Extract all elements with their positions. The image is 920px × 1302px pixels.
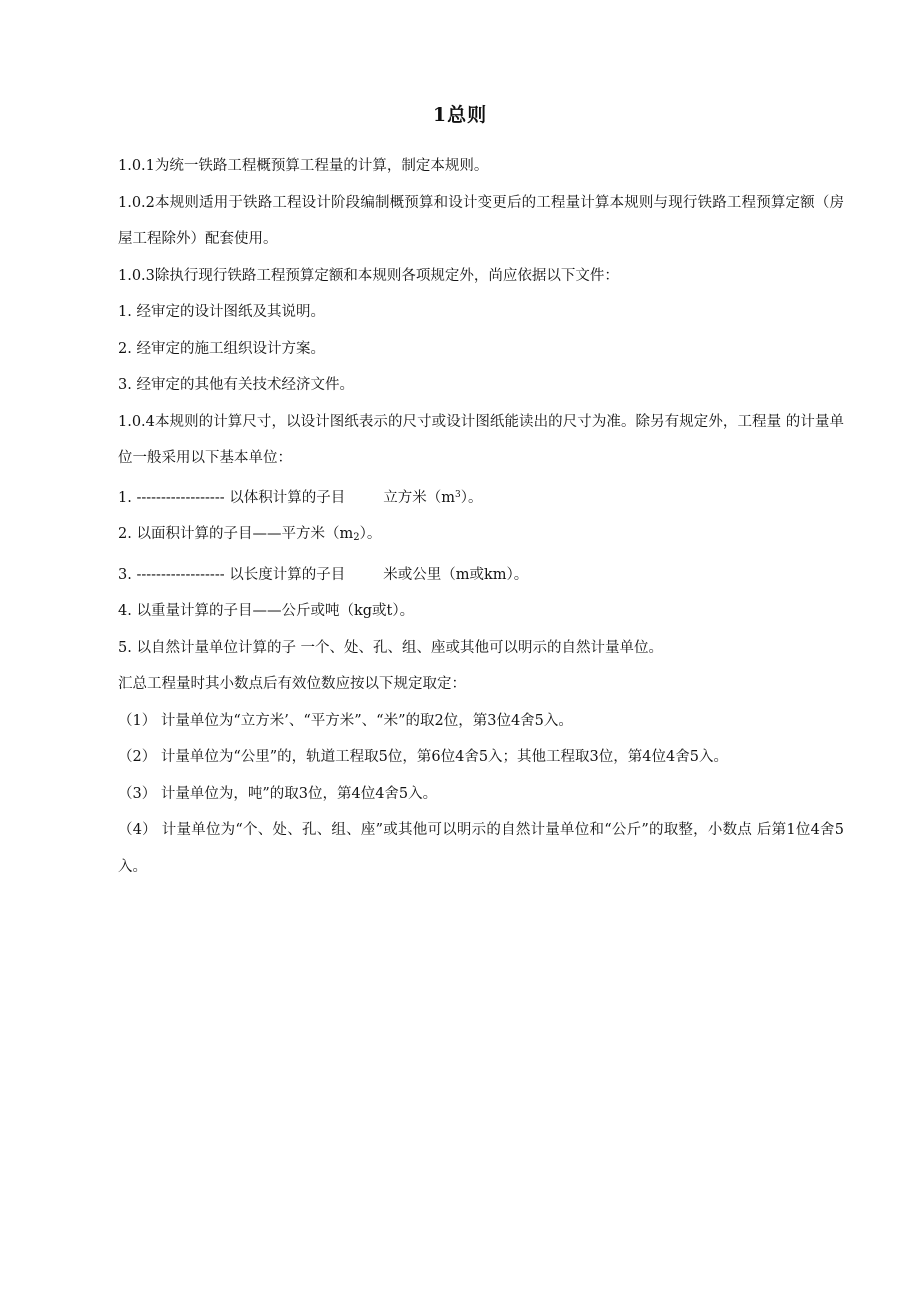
unit-item-3 (88, 557, 844, 594)
file-item-3: 3. 经审定的其他有关技术经济文件。 (118, 377, 354, 393)
unit-item-5: 5. 以自然计量单位计算的子 一个、处、孔、组、座或其他可以明示的自然计量单位。 (118, 639, 664, 656)
page-title: 1总则 (432, 104, 488, 126)
rule-item-3: （3） 计量单位为，吨”的取3位，第4位4舍5入。 (118, 785, 438, 802)
unit-item-2-subscript: 2 (353, 532, 360, 543)
paragraph-1-0-2: 1.0.2本规则适用于铁路工程设计阶段编制概预算和设计变更后的工程量计算本规则与现行铁路工程预算定额（房屋工程除外）配套使用。 (118, 194, 844, 247)
unit-item-3-unit: 米或公里（m或km）。 (383, 566, 529, 583)
unit-item-2-label: 2. 以面积计算的子目——平方米（m (118, 526, 354, 542)
unit-item-2-end: ）。 (359, 526, 382, 542)
paragraph-1-0-1: 1.0.1为统一铁路工程概预算工程量的计算，制定本规则。 (118, 158, 489, 174)
file-item-1: 1. 经审定的设计图纸及其说明。 (118, 304, 325, 320)
unit-item-1-label: 1. ------------------ 以体积计算的子目 (118, 489, 346, 506)
unit-item-1-superscript: 3 (455, 489, 461, 500)
paragraph-1-0-4: 1.0.4本规则的计算尺寸，以设计图纸表示的尺寸或设计图纸能读出的尺寸为准。除另有规定外，工程量 的计量单位一般采用以下基本单位： (118, 413, 844, 466)
file-item-2: 2. 经审定的施工组织设计方案。 (118, 340, 325, 357)
unit-item-3-label: 3. ------------------ 以长度计算的子目 (118, 566, 346, 583)
rule-item-4: （4） 计量单位为“个、处、孔、组、座”或其他可以明示的自然计量单位和“公斤”的取整，小数点 后第1位4舍5入。 (118, 822, 844, 875)
document-body (88, 148, 844, 885)
unit-item-1-unit: 立方米（m (383, 489, 455, 506)
unit-item-4: 4. 以重量计算的子目——公斤或吨（kg或t）。 (118, 603, 415, 619)
rule-item-1: （1） 计量单位为“立方米’、“平方米”、“米”的取2位，第3位4舍5入。 (118, 712, 573, 729)
unit-item-2 (88, 516, 844, 557)
paragraph-1-0-3: 1.0.3除执行现行铁路工程预算定额和本规则各项规定外，尚应依据以下文件： (118, 267, 619, 284)
rule-item-2: （2） 计量单位为“公里”的，轨道工程取5位，第6位4舍5入；其他工程取3位，第4位4舍5入。 (118, 749, 728, 765)
summary-intro: 汇总工程量时其小数点后有效位数应按以下规定取定： (118, 676, 466, 692)
unit-item-1 (88, 477, 844, 517)
unit-item-1-end: ）。 (460, 489, 483, 506)
